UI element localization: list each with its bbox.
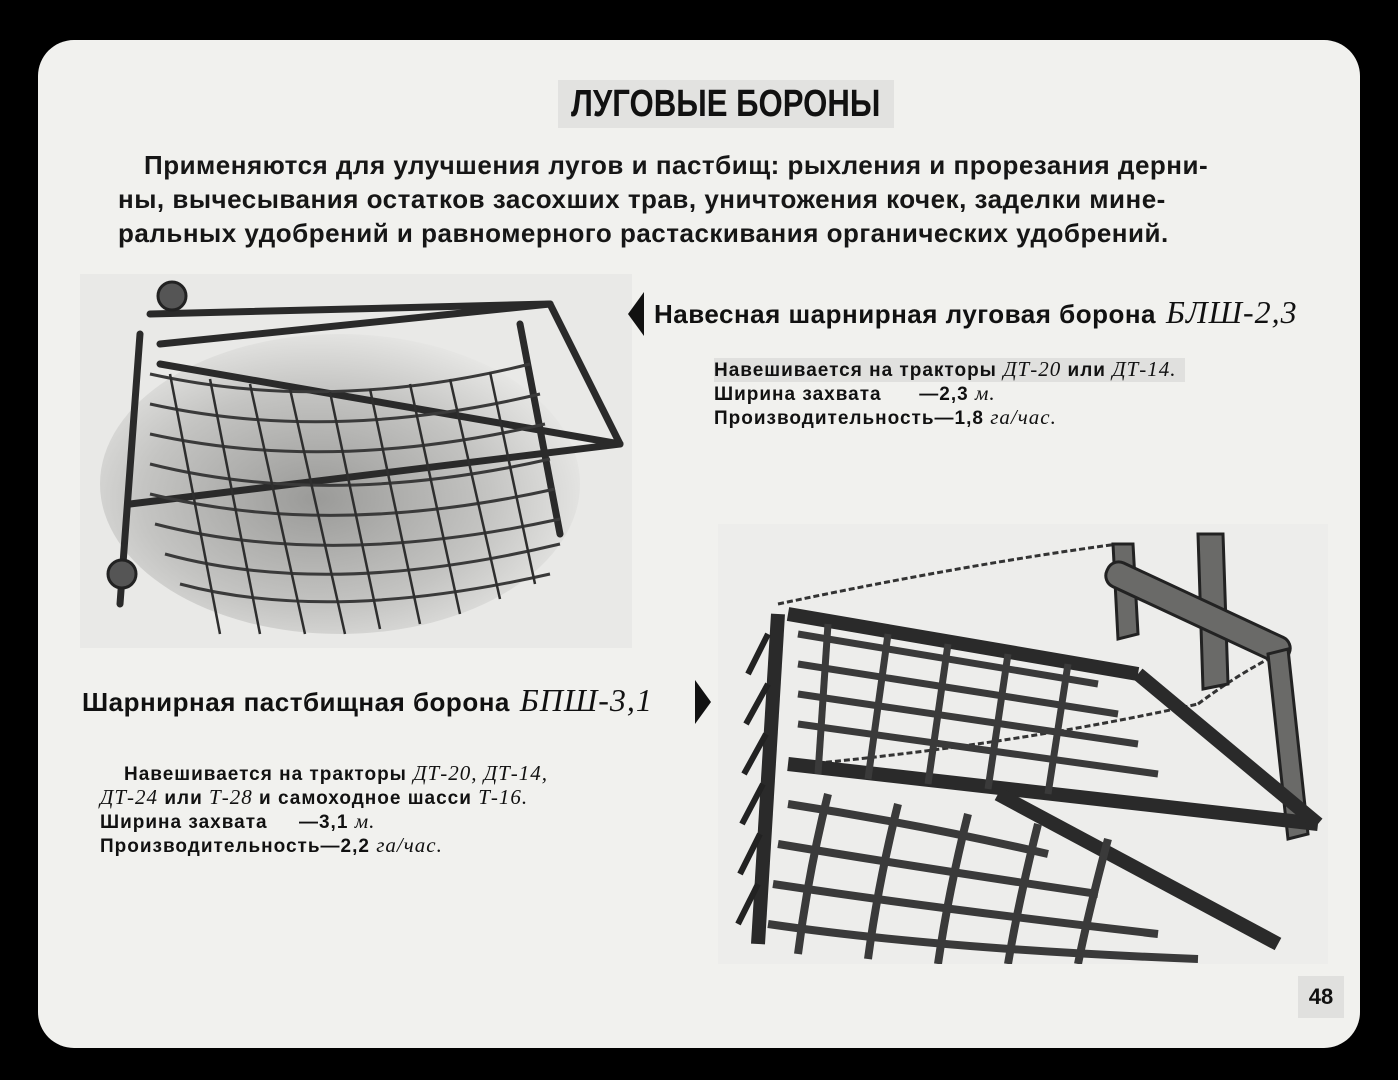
harrow-bpsh-mounted-line: Навешивается на тракторы ДТ-20, ДТ-14, (124, 761, 549, 785)
intro-line-2: ны, вычесывания остатков засохших трав, уничтожения кочек, заделки мине- (118, 184, 1166, 214)
title-box (558, 80, 894, 128)
page-number: 48 (1308, 984, 1334, 1009)
harrow-blsh-model: БЛШ-2,3 (1166, 294, 1298, 330)
page-number-box (1298, 976, 1344, 1018)
harrow-bpsh-specs (100, 762, 548, 858)
intro-line-3: ральных удобрений и равномерного растаскивания органических удобрений. (118, 218, 1169, 248)
harrow-bpsh-heading (82, 682, 653, 719)
harrow-blsh-name: Навесная шарнирная луговая борона (654, 299, 1157, 329)
pointer-left-arrow-icon (628, 292, 644, 336)
intro-line-1: Применяются для улучшения лугов и пастбищ: рыхления и прорезания дерни- (144, 150, 1209, 180)
harrow-blsh-specs (714, 358, 1185, 430)
harrow-blsh-heading (654, 294, 1298, 331)
harrow-bpsh-chassis-line: ДТ-24 или Т-28 и самоходное шасси Т-16. (100, 785, 529, 809)
harrow-bpsh-productivity-line: Производительность—2,2 га/час. (100, 833, 443, 857)
harrow-blsh-mounted-line: Навешивается на тракторы ДТ-20 или ДТ-14. (714, 358, 1185, 382)
harrow-blsh-productivity-line: Производительность—1,8 га/час. (714, 405, 1057, 429)
harrow-bpsh-width-line: Ширина захвата —3,1 м. (100, 809, 376, 833)
pointer-right-arrow-icon (695, 680, 711, 724)
harrow-bpsh-photo (718, 524, 1328, 964)
intro-paragraph (118, 148, 1306, 250)
harrow-bpsh-model: БПШ-3,1 (519, 682, 653, 718)
harrow-blsh-photo (80, 274, 632, 648)
harrow-blsh-illustration (80, 274, 632, 648)
harrow-bpsh-name: Шарнирная пастбищная борона (82, 687, 510, 717)
page-title: ЛУГОВЫЕ БОРОНЫ (571, 82, 881, 125)
harrow-blsh-width-line: Ширина захвата —2,3 м. (714, 381, 996, 405)
harrow-bpsh-illustration (718, 524, 1328, 964)
slide (38, 40, 1360, 1048)
